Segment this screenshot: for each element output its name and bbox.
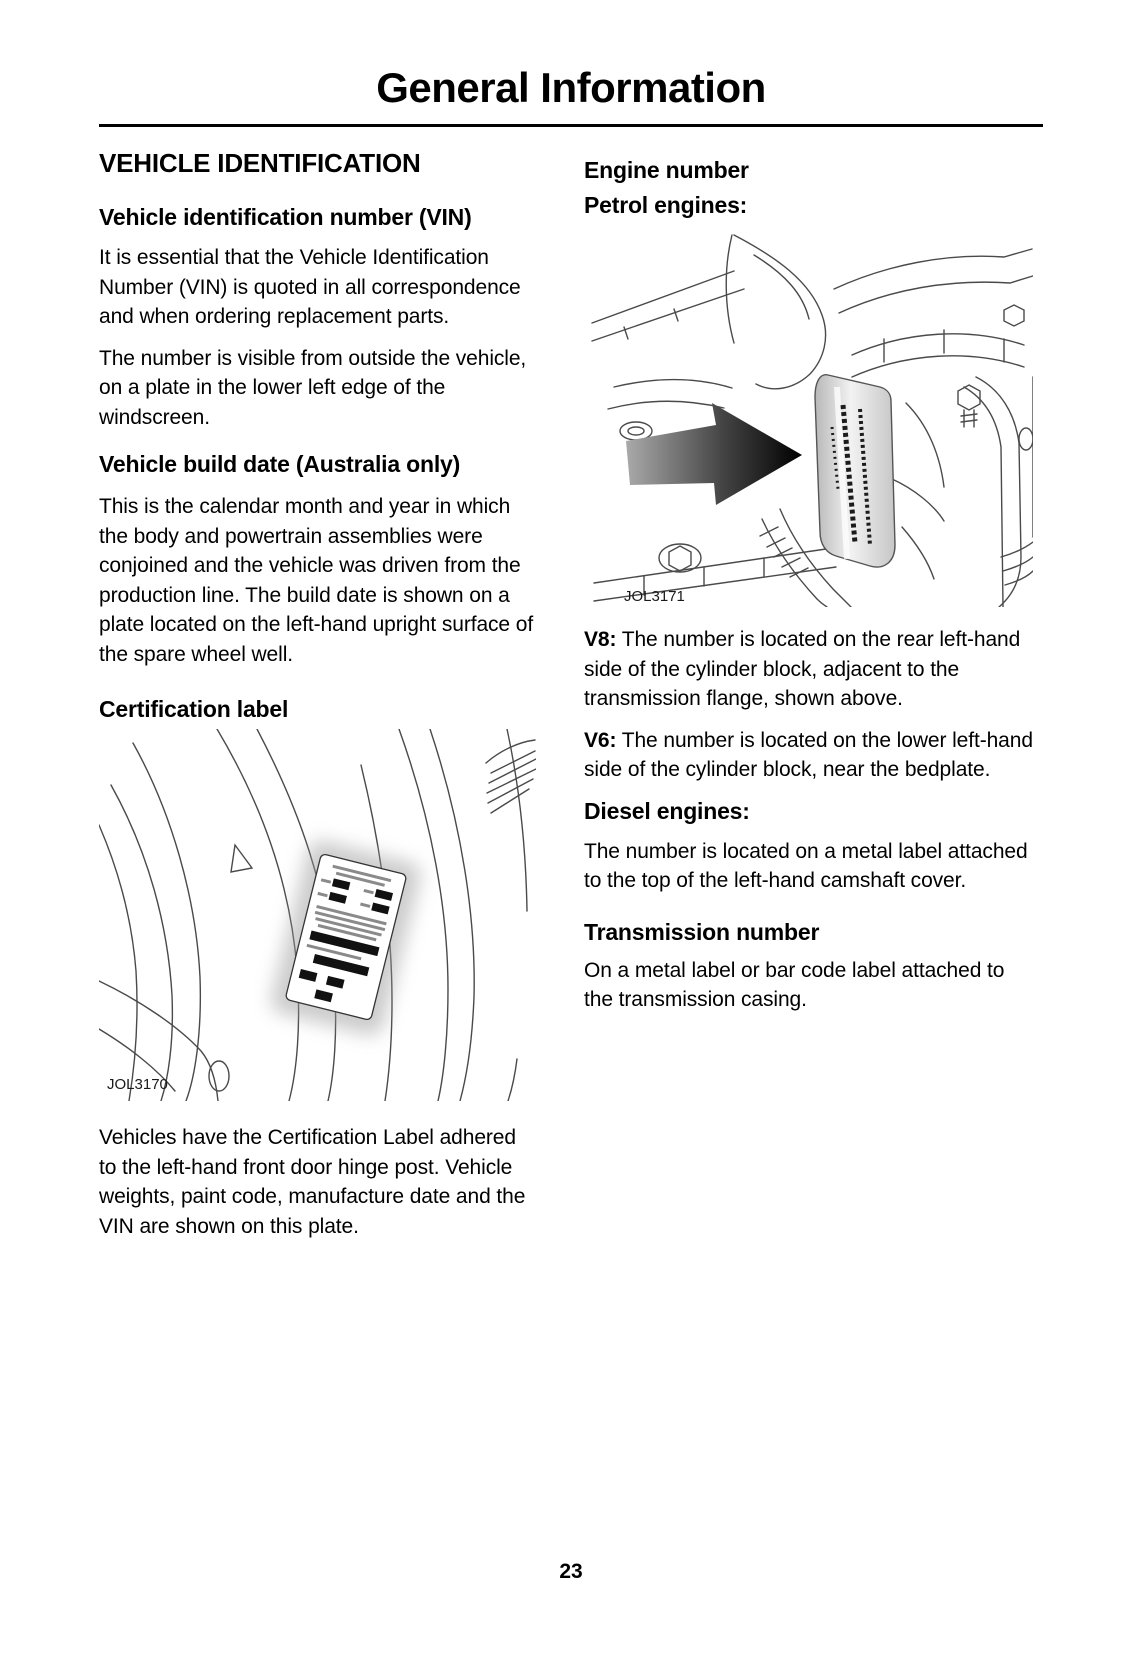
right-column <box>584 156 1033 1027</box>
section-title-vehicle-identification: VEHICLE IDENTIFICATION <box>99 148 421 178</box>
page-number: 23 <box>559 1560 583 1583</box>
engine-number-surface <box>815 375 895 567</box>
heading-transmission-number: Transmission number <box>584 918 820 945</box>
v8-label: V8: <box>584 628 617 651</box>
paragraph-vin-2: The number is visible from outside the vehicle, on a plate in the lower left edge of the windscreen. <box>99 346 527 429</box>
engine-number-figure <box>584 227 1033 607</box>
v8-text: The number is located on the rear left-hand side of the cylinder block, adjacent to the transmission flange, shown above. <box>584 628 1021 710</box>
door-hinge-post-illustration <box>99 729 536 1101</box>
arrow-icon <box>626 403 802 505</box>
heading-vin: Vehicle identification number (VIN) <box>99 204 472 230</box>
heading-petrol-engines: Petrol engines: <box>584 192 748 218</box>
paragraph-v8 <box>584 625 1033 714</box>
title-rule <box>99 124 1043 127</box>
paragraph-certification: Vehicles have the Certification Label adhered to the left-hand front door hinge post. Vehicle weights, paint code, manufacture date and the VIN are shown on this plate. <box>99 1126 526 1238</box>
left-column <box>99 148 536 1253</box>
paragraph-vin-1: It is essential that the Vehicle Identification Number (VIN) is quoted in all correspondence and when ordering replacement parts. <box>99 246 521 328</box>
heading-engine-number: Engine number <box>584 157 749 183</box>
certification-label-icon <box>268 838 424 1039</box>
heading-certification-label: Certification label <box>99 696 289 722</box>
paragraph-v6 <box>584 726 1033 785</box>
heading-diesel-engines: Diesel engines: <box>584 797 750 824</box>
heading-build-date: Vehicle build date (Australia only) <box>99 451 461 477</box>
paragraph-transmission: On a metal label or bar code label attached to the transmission casing. <box>584 958 1005 1011</box>
figure-caption-jol3170: JOL3170 <box>107 1076 168 1093</box>
page-title: General Information <box>376 64 766 111</box>
v6-label: V6: <box>584 728 617 752</box>
figure-caption-jol3171: JOL3171 <box>624 588 685 605</box>
paragraph-build-date: This is the calendar month and year in which the body and powertrain assemblies were conjoined and the vehicle was driven from the production line. The build date is shown on a plate located on the left-hand upright surface of the spare wheel well. <box>99 495 534 666</box>
paragraph-diesel: The number is located on a metal label attached to the top of the left-hand camshaft cover. <box>584 839 1028 892</box>
v6-text: The number is located on the lower left-hand side of the cylinder block, near the bedplate. <box>584 728 1033 781</box>
certification-label-figure <box>99 729 536 1101</box>
engine-illustration <box>584 227 1033 607</box>
